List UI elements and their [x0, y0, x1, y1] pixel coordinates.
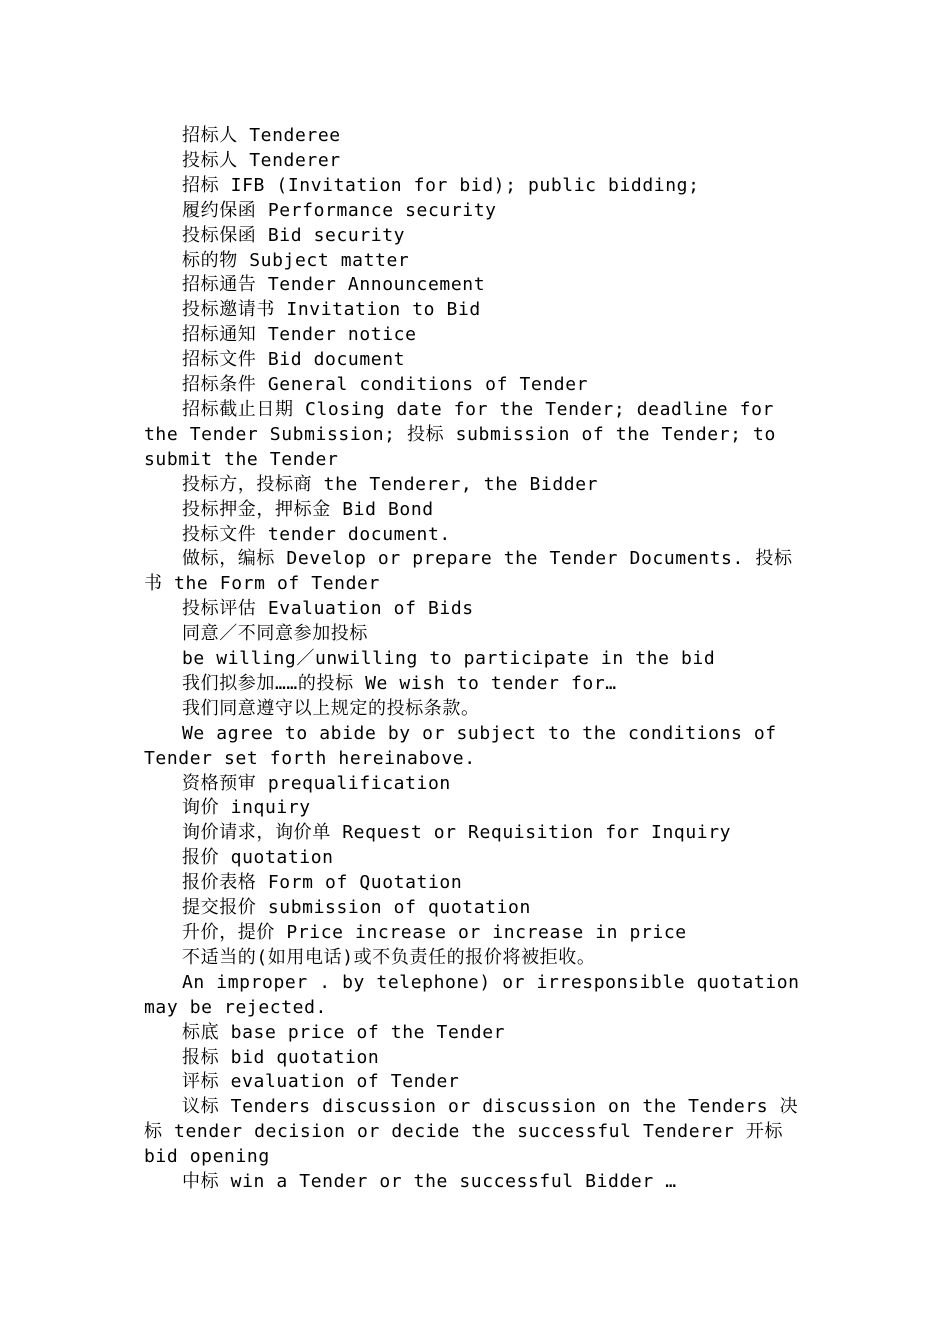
document-body: [144, 124, 804, 1195]
term-line: 报标 bid quotation: [182, 1046, 380, 1068]
term-line: 报价 quotation: [182, 847, 334, 869]
term-line: We agree to abide by or subject to the conditions of Tender set forth hereinabove.: [144, 722, 777, 769]
term-line: 招标截止日期 Closing date for the Tender; deadline for the Tender Submission; 投标 submission of the Tender; to submit the Tender: [144, 398, 776, 470]
term-line: 提交报价 submission of quotation: [182, 897, 531, 919]
term-line: 标底 base price of the Tender: [182, 1021, 506, 1043]
term-line: 评标 evaluation of Tender: [182, 1071, 460, 1093]
term-line: 投标押金，押标金 Bid Bond: [182, 498, 434, 520]
term-line: 招标条件 General conditions of Tender: [182, 374, 589, 396]
term-line: 标的物 Subject matter: [182, 249, 410, 271]
term-line: 投标邀请书 Invitation to Bid: [182, 299, 481, 321]
term-line: 报价表格 Form of Quotation: [182, 872, 463, 894]
term-line: 投标方，投标商 the Tenderer, the Bidder: [182, 473, 599, 495]
term-line: An improper . by telephone) or irresponsible quotation may be rejected.: [144, 971, 800, 1018]
term-line: 投标评估 Evaluation of Bids: [182, 598, 474, 620]
term-line: 不适当的(如用电话)或不负责任的报价将被拒收。: [182, 946, 596, 968]
term-line: 招标通告 Tender Announcement: [182, 274, 486, 296]
term-line: 我们同意遵守以上规定的投标条款。: [182, 697, 480, 719]
term-line: 做标，编标 Develop or prepare the Tender Documents. 投标书 the Form of Tender: [144, 548, 793, 595]
term-line: 同意／不同意参加投标: [182, 623, 368, 645]
term-line: 升价，提价 Price increase or increase in price: [182, 922, 687, 943]
term-line: 我们拟参加……的投标 We wish to tender for…: [182, 672, 617, 694]
term-line: 招标文件 Bid document: [182, 349, 406, 371]
term-line: 投标保函 Bid security: [182, 224, 406, 246]
term-line: 履约保函 Performance security: [182, 199, 497, 221]
term-line: 询价请求，询价单 Request or Requisition for Inquiry: [182, 822, 732, 844]
term-line: 招标人 Tenderee: [182, 125, 341, 146]
term-line: 投标人 Tenderer: [182, 149, 341, 171]
term-line: 招标 IFB (Invitation for bid); public bidding;: [182, 174, 700, 196]
term-line: 询价 inquiry: [182, 797, 311, 819]
term-line: be willing／unwilling to participate in the bid: [182, 648, 716, 670]
term-line: 议标 Tenders discussion or discussion on the Tenders 决标 tender decision or decide the successful Tenderer 开标 bid opening: [144, 1096, 799, 1168]
term-line: 资格预审 prequalification: [182, 772, 451, 794]
term-line: 招标通知 Tender notice: [182, 324, 417, 346]
term-line: 投标文件 tender document.: [182, 523, 451, 545]
term-line: 中标 win a Tender or the successful Bidder …: [182, 1171, 677, 1193]
